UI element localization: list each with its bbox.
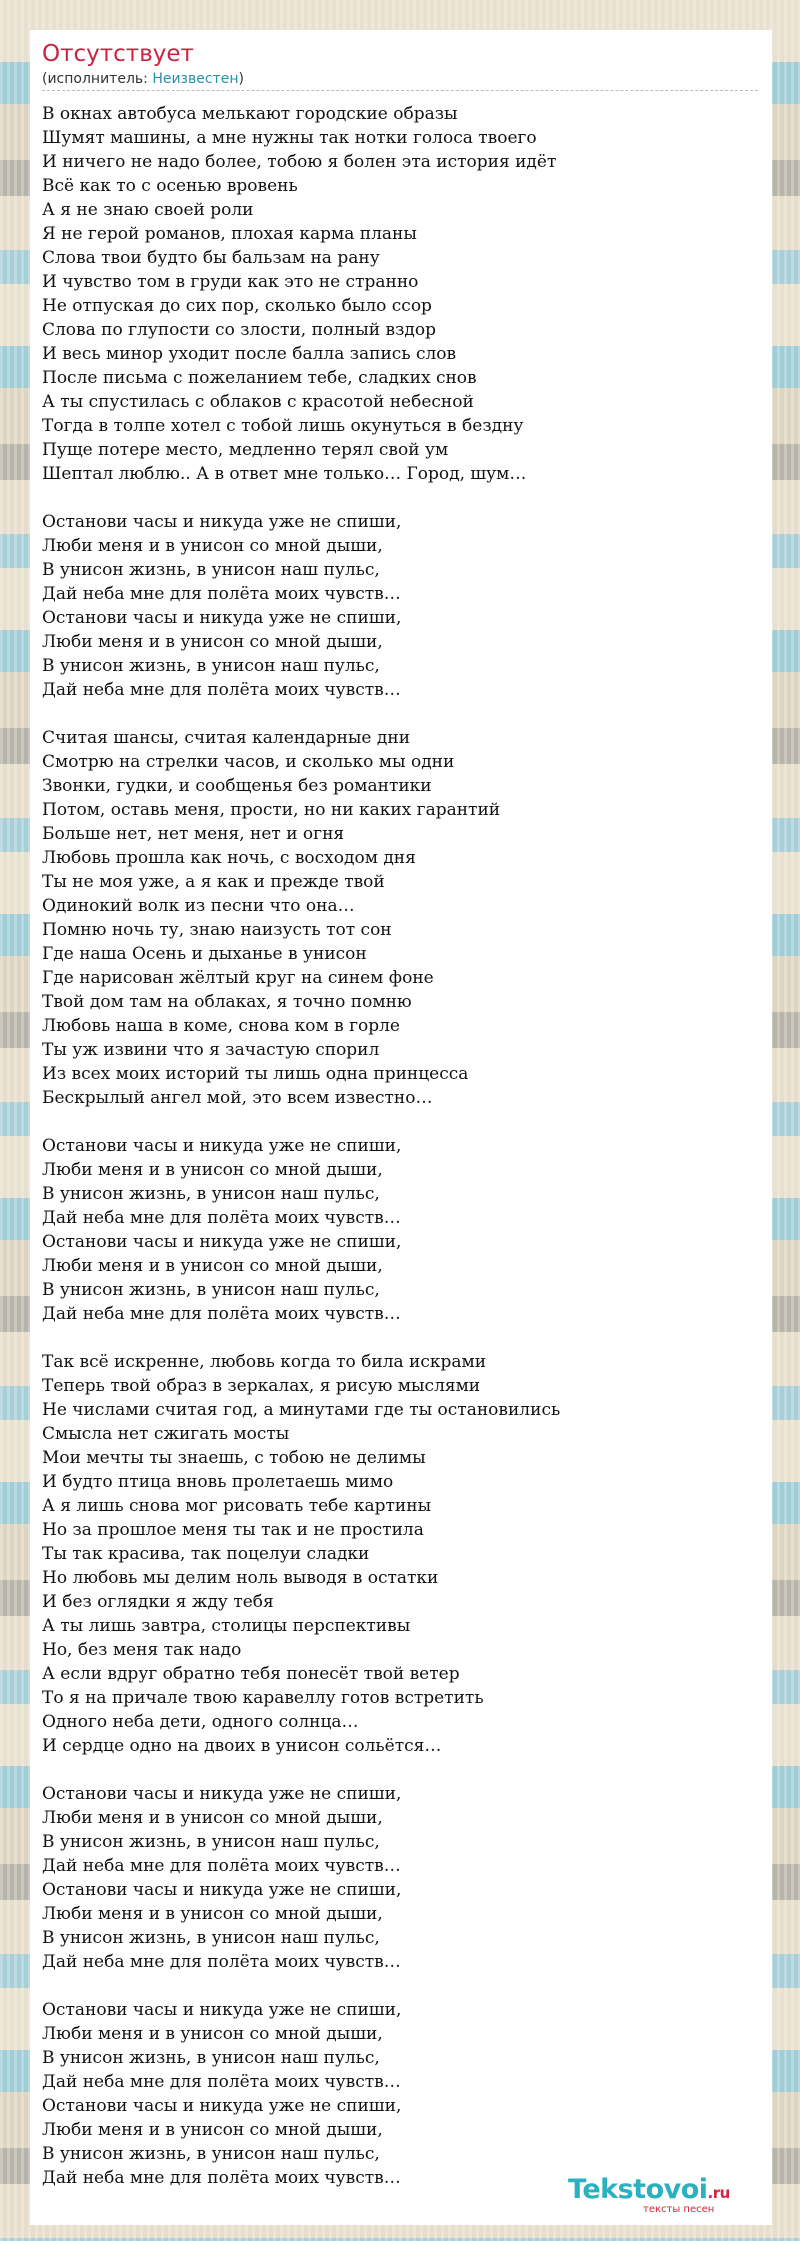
lyrics-stanza (42, 102, 758, 486)
artist-line (42, 70, 758, 91)
lyric-line: Шептал люблю.. А в ответ мне только… Город, шум… (42, 464, 527, 484)
lyric-line: В унисон жизнь, в унисон наш пульс, (42, 560, 380, 580)
lyric-line: Дай неба мне для полёта моих чувств… (42, 1952, 401, 1972)
lyric-line: Слова твои будто бы бальзам на рану (42, 248, 380, 268)
lyric-line: Твой дом там на облаках, я точно помню (42, 992, 412, 1012)
lyric-line: Всё как то с осенью вровень (42, 176, 298, 196)
logo-tagline: тексты песен (643, 2204, 715, 2215)
lyric-line: В унисон жизнь, в унисон наш пульс, (42, 1280, 380, 1300)
lyrics-stanza (42, 510, 758, 702)
lyric-line: А ты спустилась с облаков с красотой небесной (42, 392, 474, 412)
lyric-line: Слова по глупости со злости, полный вздор (42, 320, 436, 340)
lyric-line: В окнах автобуса мелькают городские образы (42, 104, 458, 124)
lyric-line: А ты лишь завтра, столицы перспективы (42, 1616, 411, 1636)
lyric-line: Люби меня и в унисон со мной дыши, (42, 1808, 383, 1828)
lyric-line: Тогда в толпе хотел с тобой лишь окунуться в бездну (42, 416, 524, 436)
lyrics-body (42, 102, 758, 2214)
lyric-line: Теперь твой образ в зеркалах, я рисую мыслями (42, 1376, 481, 1396)
lyric-line: Люби меня и в унисон со мной дыши, (42, 632, 383, 652)
lyric-line: А я не знаю своей роли (42, 200, 254, 220)
lyric-line: Ты так красива, так поцелуи сладки (42, 1544, 370, 1564)
lyric-line: Не отпуская до сих пор, сколько было ссор (42, 296, 432, 316)
artist-link[interactable]: Неизвестен (152, 71, 239, 87)
lyric-line: Шумят машины, а мне нужны так нотки голоса твоего (42, 128, 537, 148)
song-title: Отсутствует (42, 41, 194, 67)
lyrics-stanza (42, 1998, 758, 2190)
lyric-line: Останови часы и никуда уже не спиши, (42, 1232, 402, 1252)
lyric-line: Но за прошлое меня ты так и не простила (42, 1520, 424, 1540)
lyric-line: Дай неба мне для полёта моих чувств… (42, 2168, 401, 2188)
artist-prefix: (исполнитель: (42, 71, 153, 87)
lyric-line: Останови часы и никуда уже не спиши, (42, 1136, 402, 1156)
lyric-line: Дай неба мне для полёта моих чувств… (42, 1304, 401, 1324)
logo-name: Tekstovoi (568, 2174, 708, 2205)
lyric-line: Я не герой романов, плохая карма планы (42, 224, 417, 244)
artist-suffix: ) (238, 71, 244, 87)
lyric-line: Люби меня и в унисон со мной дыши, (42, 1160, 383, 1180)
lyric-line: Считая шансы, считая календарные дни (42, 728, 411, 748)
lyric-line: Звонки, гудки, и сообщенья без романтики (42, 776, 432, 796)
lyric-line: Останови часы и никуда уже не спиши, (42, 608, 402, 628)
lyric-line: Не числами считая год, а минутами где ты остановились (42, 1400, 561, 1420)
lyric-line: Люби меня и в унисон со мной дыши, (42, 536, 383, 556)
lyric-line: Одинокий волк из песни что она… (42, 896, 355, 916)
lyric-line: А если вдруг обратно тебя понесёт твой ветер (42, 1664, 460, 1684)
lyric-line: Дай неба мне для полёта моих чувств… (42, 584, 401, 604)
lyric-line: Но любовь мы делим ноль выводя в остатки (42, 1568, 439, 1588)
lyric-line: Бескрылый ангел мой, это всем известно… (42, 1088, 433, 1108)
lyric-line: Так всё искренне, любовь когда то била искрами (42, 1352, 487, 1372)
lyric-line: А я лишь снова мог рисовать тебе картины (42, 1496, 432, 1516)
lyric-line: Смысла нет сжигать мосты (42, 1424, 290, 1444)
lyric-line: Ты не моя уже, а я как и прежде твой (42, 872, 385, 892)
lyric-line: Останови часы и никуда уже не спиши, (42, 1880, 402, 1900)
lyric-line: В унисон жизнь, в унисон наш пульс, (42, 1928, 380, 1948)
lyric-line: В унисон жизнь, в унисон наш пульс, (42, 1184, 380, 1204)
lyric-line: Останови часы и никуда уже не спиши, (42, 2000, 402, 2020)
lyric-line: Останови часы и никуда уже не спиши, (42, 512, 402, 532)
lyric-line: Одного неба дети, одного солнца… (42, 1712, 359, 1732)
lyric-line: Помню ночь ту, знаю наизусть тот сон (42, 920, 392, 940)
lyrics-stanza (42, 1782, 758, 1974)
lyric-line: Пуще потере место, медленно терял свой ум (42, 440, 449, 460)
lyric-line: Останови часы и никуда уже не спиши, (42, 2096, 402, 2116)
lyric-line: Но, без меня так надо (42, 1640, 242, 1660)
lyric-line: И весь минор уходит после балла запись слов (42, 344, 457, 364)
lyric-line: Дай неба мне для полёта моих чувств… (42, 680, 401, 700)
lyric-line: Люби меня и в унисон со мной дыши, (42, 1256, 383, 1276)
lyric-line: Ты уж извини что я зачастую спорил (42, 1040, 380, 1060)
lyric-line: Дай неба мне для полёта моих чувств… (42, 2072, 401, 2092)
lyric-line: Потом, оставь меня, прости, но ни каких гарантий (42, 800, 501, 820)
lyric-line: Люби меня и в унисон со мной дыши, (42, 2120, 383, 2140)
lyric-line: После письма с пожеланием тебе, сладких снов (42, 368, 477, 388)
lyric-line: Где наша Осень и дыханье в унисон (42, 944, 367, 964)
lyric-line: Останови часы и никуда уже не спиши, (42, 1784, 402, 1804)
lyric-line: И без оглядки я жду тебя (42, 1592, 274, 1612)
lyric-line: И чувство том в груди как это не странно (42, 272, 419, 292)
lyric-line: Больше нет, нет меня, нет и огня (42, 824, 345, 844)
lyric-line: Мои мечты ты знаешь, с тобою не делимы (42, 1448, 426, 1468)
lyric-line: И сердце одно на двоих в унисон сольётся… (42, 1736, 442, 1756)
logo-tld: .ru (707, 2184, 730, 2202)
lyrics-stanza (42, 1350, 758, 1758)
lyric-line: Люби меня и в унисон со мной дыши, (42, 1904, 383, 1924)
lyric-line: Любовь прошла как ночь, с восходом дня (42, 848, 416, 868)
lyrics-stanza (42, 726, 758, 1110)
lyric-line: То я на причале твою каравеллу готов встретить (42, 1688, 484, 1708)
lyric-line: Дай неба мне для полёта моих чувств… (42, 1856, 401, 1876)
lyric-line: Любовь наша в коме, снова ком в горле (42, 1016, 400, 1036)
lyric-line: В унисон жизнь, в унисон наш пульс, (42, 2144, 380, 2164)
lyric-line: В унисон жизнь, в унисон наш пульс, (42, 656, 380, 676)
lyric-line: Из всех моих историй ты лишь одна принцесса (42, 1064, 469, 1084)
lyric-line: Дай неба мне для полёта моих чувств… (42, 1208, 401, 1228)
lyric-line: В унисон жизнь, в унисон наш пульс, (42, 1832, 380, 1852)
lyrics-stanza (42, 1134, 758, 1326)
lyric-line: И ничего не надо более, тобою я болен эта история идёт (42, 152, 557, 172)
lyric-line: И будто птица вновь пролетаешь мимо (42, 1472, 394, 1492)
lyric-line: Люби меня и в унисон со мной дыши, (42, 2024, 383, 2044)
lyric-line: Смотрю на стрелки часов, и сколько мы одни (42, 752, 455, 772)
lyric-line: В унисон жизнь, в унисон наш пульс, (42, 2048, 380, 2068)
lyric-line: Где нарисован жёлтый круг на синем фоне (42, 968, 434, 988)
lyrics-card (30, 30, 772, 2225)
